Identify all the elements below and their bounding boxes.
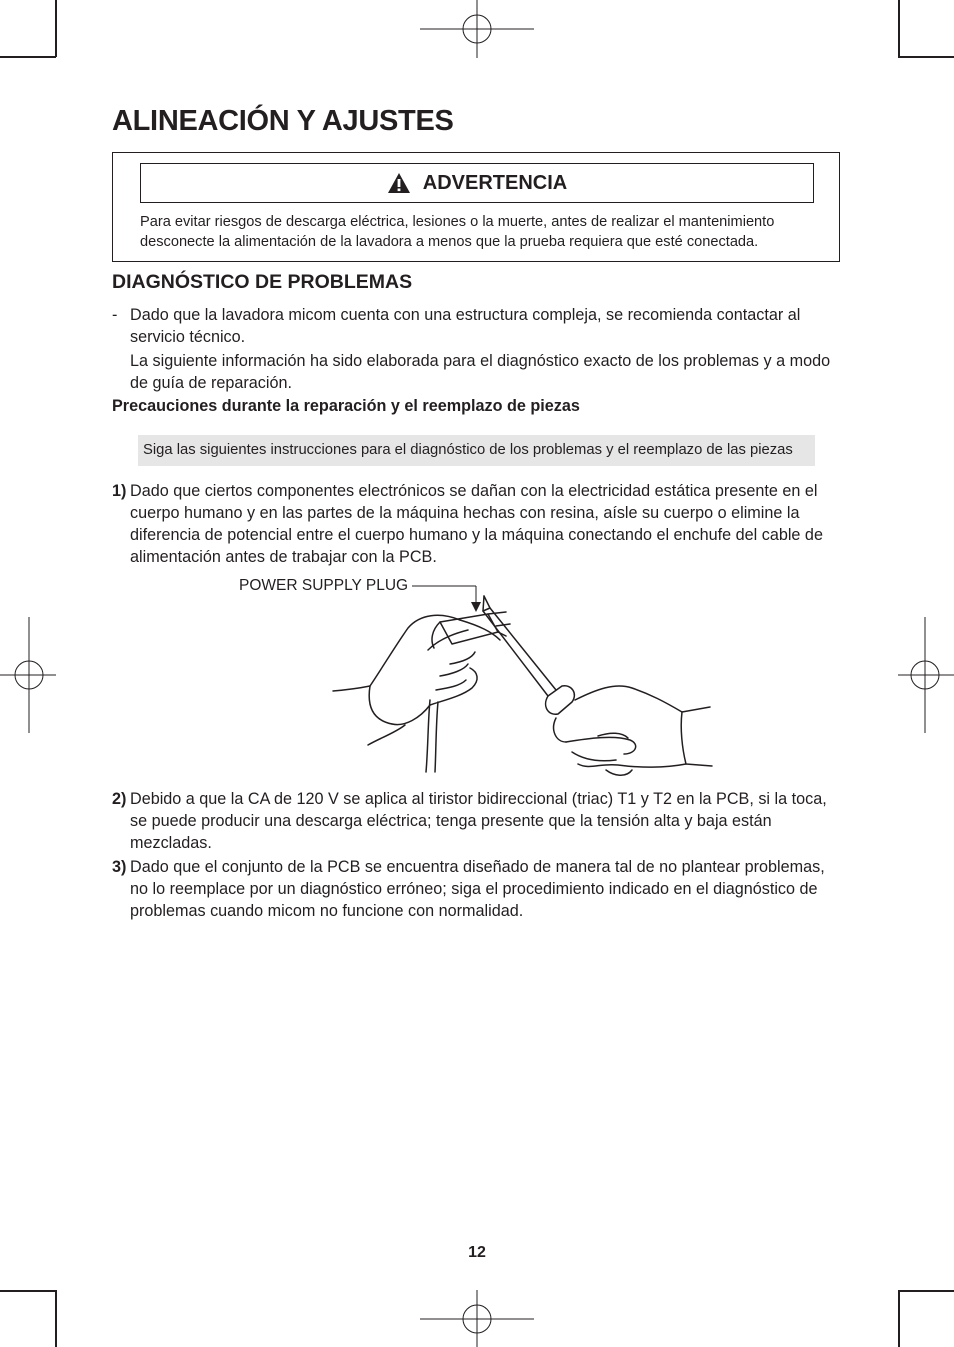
item-number-1: 1) xyxy=(112,482,127,500)
crop-mark xyxy=(0,1290,56,1292)
intro-paragraph-2: La siguiente información ha sido elaborada para el diagnóstico exacto de los problemas y a modo de guía de reparación. xyxy=(130,352,831,392)
item-text-3: Dado que el conjunto de la PCB se encuentra diseñado de manera tal de no plantear problemas, no lo reemplace por un diagnóstico erróneo; siga el procedimiento indicado en el diagnóstico de problemas cuando micom no funcione con normalidad. xyxy=(130,858,825,920)
crop-mark xyxy=(55,1290,57,1347)
warning-heading: ADVERTENCIA xyxy=(422,171,568,194)
crop-mark xyxy=(898,0,900,57)
item-text-2: Debido a que la CA de 120 V se aplica al tiristor bidireccional (triac) T1 y T2 en la PCB, si la toca, se puede producir una descarga eléctrica; tenga presente que la tensión alta y baja están mezcladas. xyxy=(130,790,827,852)
instruction-note: Siga las siguientes instrucciones para el diagnóstico de los problemas y el reemplazo de las piezas xyxy=(138,435,815,466)
page-number: 12 xyxy=(468,1244,486,1261)
registration-mark-top xyxy=(420,0,534,60)
crop-mark xyxy=(898,1290,900,1347)
item-number-2: 2) xyxy=(112,790,127,808)
page-title: ALINEACIÓN Y AJUSTES xyxy=(112,105,454,137)
warning-triangle-icon xyxy=(387,172,411,194)
section-heading: DIAGNÓSTICO DE PROBLEMAS xyxy=(112,271,413,293)
figure-callout: POWER SUPPLY PLUG xyxy=(239,577,409,594)
crop-mark xyxy=(898,56,954,58)
item-number-3: 3) xyxy=(112,858,127,876)
warning-box xyxy=(112,152,840,262)
power-plug-illustration xyxy=(228,570,728,780)
dash-marker: - xyxy=(112,306,118,324)
crop-mark xyxy=(898,1290,954,1292)
warning-text: Para evitar riesgos de descarga eléctrica, lesiones o la muerte, antes de realizar el mantenimiento desconecte la alimentación de la lavadora a menos que la prueba requiera que esté conectada. xyxy=(140,214,775,250)
item-text-1: Dado que ciertos componentes electrónicos se dañan con la electricidad estática presente en el cuerpo humano y en las partes de la máquina hechas con resina, aísle su cuerpo o elimine la diferencia de potencial entre el cuerpo humano y la máquina conectando el enchufe del cable de alimentación antes de trabajar con la PCB. xyxy=(130,482,823,566)
registration-mark-right xyxy=(896,617,954,733)
registration-mark-bottom xyxy=(420,1290,534,1347)
warning-header xyxy=(140,163,814,203)
crop-mark xyxy=(55,0,57,57)
precautions-heading: Precauciones durante la reparación y el reemplazo de piezas xyxy=(112,397,580,415)
intro-paragraph-1: Dado que la lavadora micom cuenta con una estructura compleja, se recomienda contactar al servicio técnico. xyxy=(130,306,801,346)
registration-mark-left xyxy=(0,617,58,733)
crop-mark xyxy=(0,56,56,58)
